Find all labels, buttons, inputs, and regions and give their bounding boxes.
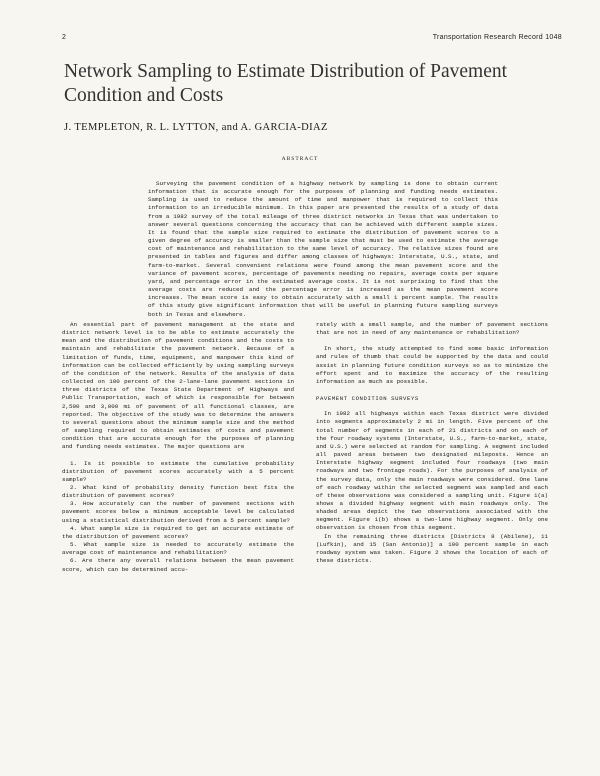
question-item: 3. How accurately can the number of pavement sections with pavement scores below a minimum acceptable level be calculated using a statistical distribution derived from a 5 percent sample? [62, 500, 294, 524]
right-column [316, 321, 548, 565]
abstract-text: Surveying the pavement condition of a highway network by sampling is done to obtain current information that is accurate enough for the purposes of planning and funding needs estimates. Sampling is used to reduce the amount of time and manpower that is required to collect this information to an irreducible minimum. In this paper are presented the results of a study of data from a 1982 survey of the total mileage of three district networks in Texas that was undertaken to answer several questions concerning the accuracy that can be achieved with different sample sizes. It is found that the sample size required to estimate the distribution of pavement scores to a given degree of accuracy is smaller than the sample size that must be used to estimate the average cost of maintenance and rehabilitation to the same level of accuracy. The relative sizes found are presented in tables and figures and differ among classes of highways: Interstate, U.S., state, and farm-to-market. Several convenient relations were found among the mean pavement score and the variance of pavement scores, percentage of pavements needing no repairs, average costs per square yard, and percentage error in the estimated average costs. It is not surprising to find that the average costs are reduced and the percentage error is increased as the mean pavement score increases. The mean score is easy to obtain accurately with a small 1 percent sample. The results of this study give significant information that will be useful in planning future sampling surveys both in Texas and elsewhere. [148, 180, 498, 318]
intro-paragraph: An essential part of pavement management at the state and district network level is to be able to estimate accurately the mean and the distribution of pavement conditions and the costs to maintain and rehabilitate the pavement network. Because of a limitation of funds, time, equipment, and manpower this kind of information can be collected efficiently by using sampling surveys of the condition of the network. Results of the analysis of data collected on 100 percent of the 2-lane-lane pavement sections in three districts of the Texas State Department of Highways and Public Transportation, each of which is responsible for between 2,500 and 3,000 mi of pavement of all functional classes, are reported. The objective of the study was to determine the answers to several questions about the minimum sample size and the method of sampling required to obtain estimates of costs and pavement condition that are accurate enough for the purposes of planning and funding needs estimates. The major questions are [62, 321, 294, 451]
summary-paragraph: In short, the study attempted to find some basic information and rules of thumb that could be supported by the data and could assist in planning future condition surveys so as to minimize the effort spent and to maximize the accuracy of the resulting information as much as possible. [316, 345, 548, 385]
paper-authors: J. TEMPLETON, R. L. LYTTON, and A. GARCIA-DIAZ [64, 122, 328, 133]
left-column [62, 321, 294, 574]
journal-name: Transportation Research Record 1048 [432, 34, 562, 41]
question-item: 1. Is it possible to estimate the cumulative probability distribution of pavement scores accurately with a 5 percent sample? [62, 459, 294, 483]
question-item: 6. Are there any overall relations between the mean pavement score, which can be determined accu- [62, 557, 294, 573]
abstract-heading: ABSTRACT [281, 156, 319, 162]
question-item: 2. What kind of probability density function best fits the distribution of pavement scores? [62, 483, 294, 500]
page-number: 2 [62, 34, 67, 41]
body-paragraph: In 1982 all highways within each Texas district were divided into segments approximately 2 mi in length. Five percent of the total number of segments in each of 21 districts and on each of the four roadway systems (Interstate, U.S., farm-to-market, state, and U.S.) were selected at random for sampling. A segment included all paved areas between two designated mileposts. Hence an Interstate highway segment included four roadways (two main roadways and two frontage roads). For the purposes of analysis of the survey data, only the main roadways were considered. One lane of each roadway within the selected segment was sampled and each of these observations was considered a sampling unit. Figure 1(a) shows a divided highway segment with main roadways only. The shaded areas depict the two observations associated with the segment. Figure 1(b) shows a two-lane highway segment. Only one observation is chosen from this segment. [316, 410, 548, 532]
paper-title: Network Sampling to Estimate Distribution of Pavement Condition and Costs [64, 61, 508, 106]
section-heading: PAVEMENT CONDITION SURVEYS [316, 395, 419, 403]
continued-paragraph: rately with a small sample, and the number of pavement sections that are not in need of any maintenance or rehabilitation? [316, 321, 548, 337]
body-paragraph: In the remaining three districts [Districts 8 (Abilene), 11 (Lufkin), and 15 (San Antonio)] a 100 percent sample in each roadway system was taken. Figure 2 shows the location of each of these districts. [316, 532, 548, 565]
question-item: 4. What sample size is required to get an accurate estimate of the distribution of pavement scores? [62, 524, 294, 540]
question-item: 5. What sample size is needed to accurately estimate the average cost of maintenance and rehabilitation? [62, 541, 294, 557]
